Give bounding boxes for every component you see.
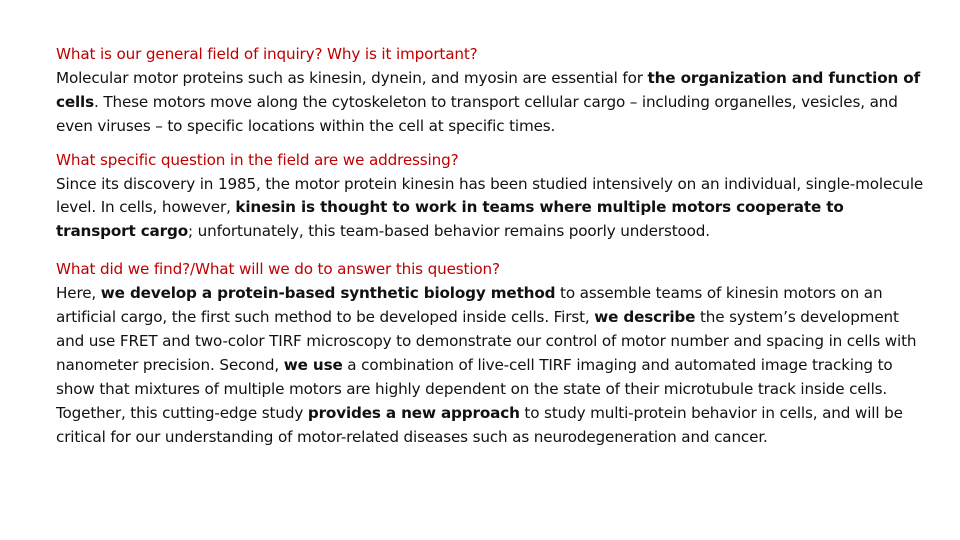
body-text-run: . These motors move along the cytoskeleton to transport cellular cargo – including organelles, vesicles, and even viruses – to specific locations within the cell at specific times. [56, 92, 898, 135]
slide-content [56, 43, 924, 460]
emphasized-text: we describe [594, 308, 696, 327]
emphasized-text: we develop a protein-based synthetic biology method [100, 284, 556, 303]
body-text-run: Molecular motor proteins such as kinesin, dynein, and myosin are essential for [56, 68, 648, 87]
emphasized-text: provides a new approach [307, 403, 520, 422]
body-text-run: Since its discovery in 1985, the motor protein kinesin has been studied intensively on an individual, single-molecule level. In cells, however, [56, 174, 924, 217]
emphasized-text: the organization and function of cells [56, 68, 921, 111]
emphasized-text: kinesin is thought to work in teams where multiple motors cooperate to transport cargo [56, 198, 844, 241]
section-body [56, 67, 924, 139]
body-text-run: Here, [56, 284, 101, 303]
section-body [56, 173, 924, 245]
question-heading: What specific question in the field are we addressing? [56, 150, 459, 169]
emphasized-text: we use [283, 355, 343, 374]
section-body [56, 282, 924, 449]
section-findings [56, 258, 924, 449]
body-text-run: the system’s development and use FRET and two-color TIRF microscopy to demonstrate our control of motor number and spacing in cells with nanometer precision. Second, [56, 308, 917, 374]
section-specific-question [56, 149, 924, 245]
body-text-run: to study multi-protein behavior in cells, and will be critical for our understanding of motor-related diseases such as neurodegeneration and cancer. [56, 403, 903, 446]
question-heading: What is our general field of inquiry? Why is it important? [56, 45, 478, 63]
section-field-of-inquiry [56, 43, 924, 139]
body-text-run: to assemble teams of kinesin motors on an artificial cargo, the first such method to be developed inside cells. First, [56, 284, 883, 327]
body-text-run: ; unfortunately, this team-based behavior remains poorly understood. [188, 222, 710, 241]
question-heading: What did we find?/What will we do to answer this question? [56, 260, 500, 279]
body-text-run: a combination of live-cell TIRF imaging and automated image tracking to show that mixtures of multiple motors are highly dependent on the state of their microtubule track inside cells. Together, this cutting-edge study [56, 355, 893, 422]
